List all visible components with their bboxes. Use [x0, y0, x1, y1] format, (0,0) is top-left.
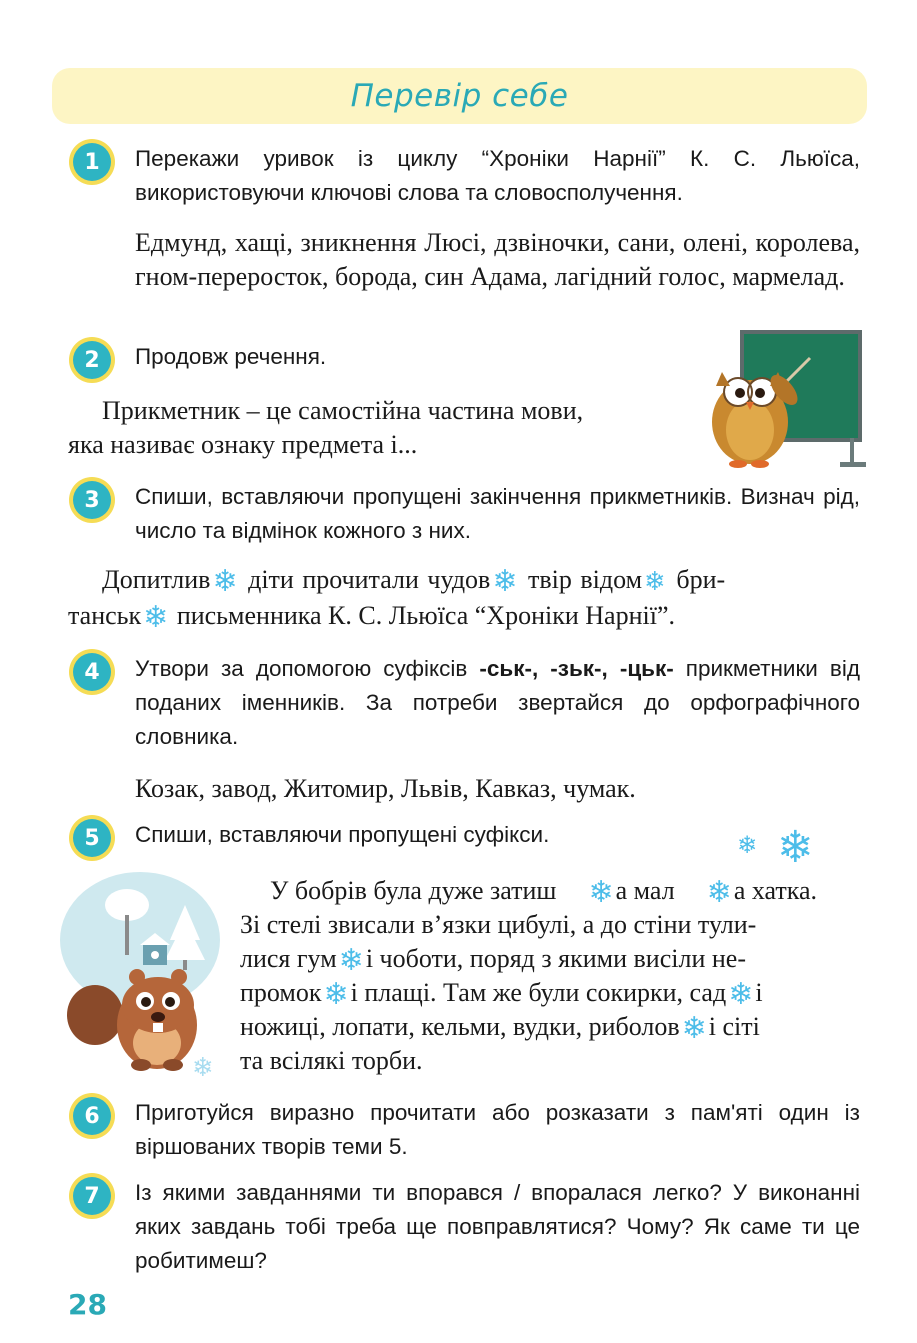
- snowflake-icon: ❄: [644, 567, 666, 598]
- task-3-fragment: танськ: [68, 601, 142, 630]
- task-5-fragment: і плащі. Там же були сокирки, сад: [350, 978, 727, 1007]
- section-banner: [52, 68, 867, 124]
- snowflake-icon: ❄: [143, 600, 169, 636]
- task-5-line: [240, 874, 860, 911]
- task-number-badge: 6: [73, 1097, 111, 1135]
- task-6-instruction: Приготуйся виразно прочитати або розказати з пам'яті один із віршованих творів теми 5.: [135, 1100, 860, 1159]
- task-number-badge: 7: [73, 1177, 111, 1215]
- owl-teacher-illustration: [700, 330, 870, 475]
- task-3-fragment: Допитлив: [102, 565, 211, 594]
- task-3-sentence-line-1: [102, 563, 862, 600]
- page-number: 28: [68, 1288, 107, 1321]
- task-number-badge: 3: [73, 481, 111, 519]
- task-5-line: Зі стелі звисали в’язки цибулі, а до стіни тули-: [240, 910, 757, 939]
- snowflake-icon: ❄: [681, 1011, 707, 1047]
- section-title: Перевір себе: [350, 78, 569, 114]
- task-3-fragment: бри-: [676, 565, 726, 594]
- task-5-fragment: і чоботи, поряд з якими висіли не-: [365, 944, 746, 973]
- task-5-text: [240, 874, 860, 1078]
- snowflake-icon: ❄: [492, 564, 518, 600]
- task-3-fragment: діти прочитали чудов: [248, 565, 491, 594]
- task-number-badge: 2: [73, 341, 111, 379]
- task-4-instruction-start: Утвори за допомогою суфіксів: [135, 656, 480, 681]
- task-2-sentence-line-2: яка називає ознаку предмета і...: [68, 430, 418, 459]
- snowflake-icon: ❄: [777, 822, 814, 873]
- task-4-words: Козак, завод, Житомир, Львів, Кавказ, чумак.: [135, 774, 636, 803]
- task-5-fragment: лися гум: [240, 944, 337, 973]
- task-number-badge: 4: [73, 653, 111, 691]
- snowflake-icon: ❄: [212, 564, 238, 600]
- task-2-instruction: Продовж речення.: [135, 344, 327, 369]
- task-5-fragment: промок: [240, 978, 322, 1007]
- task-7-instruction: Із якими завданнями ти впорався / впоралася легко? У виконанні яких завдань тобі треба ще повправлятися? Чому? Як саме ти це робитимеш?: [135, 1180, 860, 1273]
- task-5-fragment: і: [755, 978, 763, 1007]
- task-5-fragment: і сіті: [708, 1012, 760, 1041]
- task-3-instruction: Спиши, вставляючи пропущені закінчення прикметників. Визнач рід, число та відмінок кожного з них.: [135, 484, 860, 543]
- task-1-words: Едмунд, хащі, зникнення Люсі, дзвіночки, сани, олені, королева, гном-переросток, борода, син Адама, лагідний голос, мармелад.: [135, 228, 860, 291]
- task-5-fragment: У бобрів була дуже затиш: [270, 876, 557, 905]
- task-5-line: та всілякі торби.: [240, 1046, 423, 1075]
- task-3-fragment: письменника К. С. Льюїса “Хроніки Нарнії”.: [176, 601, 675, 630]
- task-5-line: [240, 976, 860, 1013]
- snowflake-icon: ❄: [706, 875, 732, 911]
- snowflake-icon: ❄: [728, 977, 754, 1013]
- snowflake-icon: ❄: [737, 831, 758, 859]
- task-4-instruction: [135, 652, 860, 754]
- task-4-suffixes: -ськ-, -зьк-, -цьк-: [479, 656, 674, 681]
- snowflake-icon: ❄: [192, 1053, 214, 1083]
- task-5-line: [240, 942, 860, 979]
- task-5-fragment: а хатка.: [733, 876, 818, 905]
- beaver-winter-illustration: [55, 865, 230, 1083]
- task-4-instruction-end: прикметники від поданих іменників. За потреби звертайся до орфографічного словника.: [135, 656, 860, 749]
- task-1-instruction: Перекажи уривок із циклу “Хроніки Нарнії” К. С. Льюїса, використовуючи ключові слова та словосполучення.: [135, 146, 860, 205]
- task-3-fragment: твір відом: [527, 565, 643, 594]
- snowflake-icon: ❄: [588, 875, 614, 911]
- task-5-line: [240, 1010, 860, 1047]
- task-5-fragment: а мал: [615, 876, 675, 905]
- snowflake-icon: ❄: [323, 977, 349, 1013]
- task-5-fragment: ножиці, лопати, кельми, вудки, риболов: [240, 1012, 680, 1041]
- task-number-badge: 1: [73, 143, 111, 181]
- task-3-sentence-line-2: [68, 599, 858, 636]
- task-number-badge: 5: [73, 819, 111, 857]
- task-5-instruction: Спиши, вставляючи пропущені суфікси.: [135, 822, 550, 847]
- task-2-sentence-line-1: Прикметник – це самостійна частина мови,: [102, 396, 584, 425]
- snowflake-icon: ❄: [338, 943, 364, 979]
